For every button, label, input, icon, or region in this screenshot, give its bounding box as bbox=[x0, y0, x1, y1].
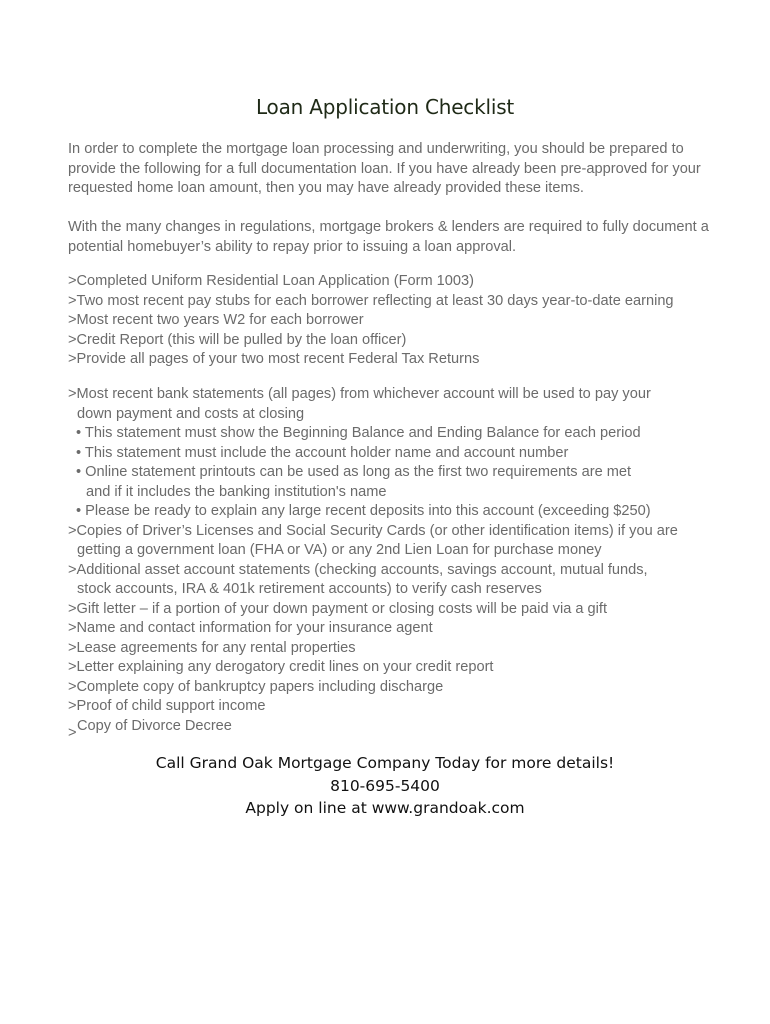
bullet-item: • Please be ready to explain any large recent deposits into this account (exceeding $250) bbox=[76, 503, 651, 519]
bullet-item: • This statement must show the Beginning Balance and Ending Balance for each period bbox=[76, 425, 641, 441]
bullet-item: • This statement must include the account holder name and account number bbox=[76, 444, 569, 461]
bullet-item: • Online statement printouts can be used as long as the first two requirements are met bbox=[76, 464, 632, 480]
list-item: >Letter explaining any derogatory credit lines on your credit report bbox=[68, 659, 494, 675]
checklist-section-1 bbox=[68, 272, 748, 370]
list-item: >Proof of child support income bbox=[68, 698, 266, 714]
call-to-action: Call Grand Oak Mortgage Company Today for more details! bbox=[155, 754, 615, 772]
list-item: >Completed Uniform Residential Loan Application (Form 1003) bbox=[68, 273, 474, 289]
list-item: >Most recent two years W2 for each borrower bbox=[68, 312, 364, 328]
list-item-continuation: down payment and costs at closing bbox=[77, 405, 305, 422]
list-item: >Complete copy of bankruptcy papers including discharge bbox=[68, 678, 444, 695]
list-item: >Two most recent pay stubs for each borrower reflecting at least 30 days year-to-date earning bbox=[68, 292, 674, 309]
list-item: >Copies of Driver’s Licenses and Social Security Cards (or other identification items) if you are bbox=[68, 522, 678, 539]
list-item-continuation: stock accounts, IRA & 401k retirement accounts) to verify cash reserves bbox=[77, 581, 542, 597]
bullet-item-continuation: and if it includes the banking institution's name bbox=[86, 483, 387, 500]
list-item: >Gift letter – if a portion of your down payment or closing costs will be paid via a gift bbox=[68, 600, 608, 617]
list-item: >Name and contact information for your insurance agent bbox=[68, 620, 433, 636]
contact-footer bbox=[0, 752, 770, 820]
list-item-text: Copy of Divorce Decree bbox=[77, 717, 232, 734]
list-item: >Credit Report (this will be pulled by the loan officer) bbox=[68, 331, 407, 348]
checklist-section-2 bbox=[68, 385, 748, 741]
list-item: >Lease agreements for any rental properties bbox=[68, 639, 356, 656]
intro-paragraph: In order to complete the mortgage loan processing and underwriting, you should be prepared to provide the following for a full documentation loan. If you have already been pre-approved for your requested home loan amount, then you may have already provided these items. bbox=[68, 141, 701, 197]
list-item: >Provide all pages of your two most recent Federal Tax Returns bbox=[68, 351, 480, 367]
list-item: >Most recent bank statements (all pages) from whichever account will be used to pay your bbox=[68, 386, 651, 402]
list-item-continuation: getting a government loan (FHA or VA) or any 2nd Lien Loan for purchase money bbox=[77, 542, 602, 558]
list-item: >Additional asset account statements (checking accounts, savings account, mutual funds, bbox=[68, 561, 648, 578]
list-marker: > bbox=[68, 724, 77, 741]
phone-number: 810-695-5400 bbox=[330, 776, 440, 795]
document-title: Loan Application Checklist bbox=[255, 95, 515, 119]
regulations-paragraph: With the many changes in regulations, mortgage brokers & lenders are required to fully document a potential homebuyer’s ability to repay prior to issuing a loan approval. bbox=[68, 219, 709, 255]
website-line: Apply on line at www.grandoak.com bbox=[245, 799, 525, 817]
list-item-divorce bbox=[68, 717, 748, 741]
